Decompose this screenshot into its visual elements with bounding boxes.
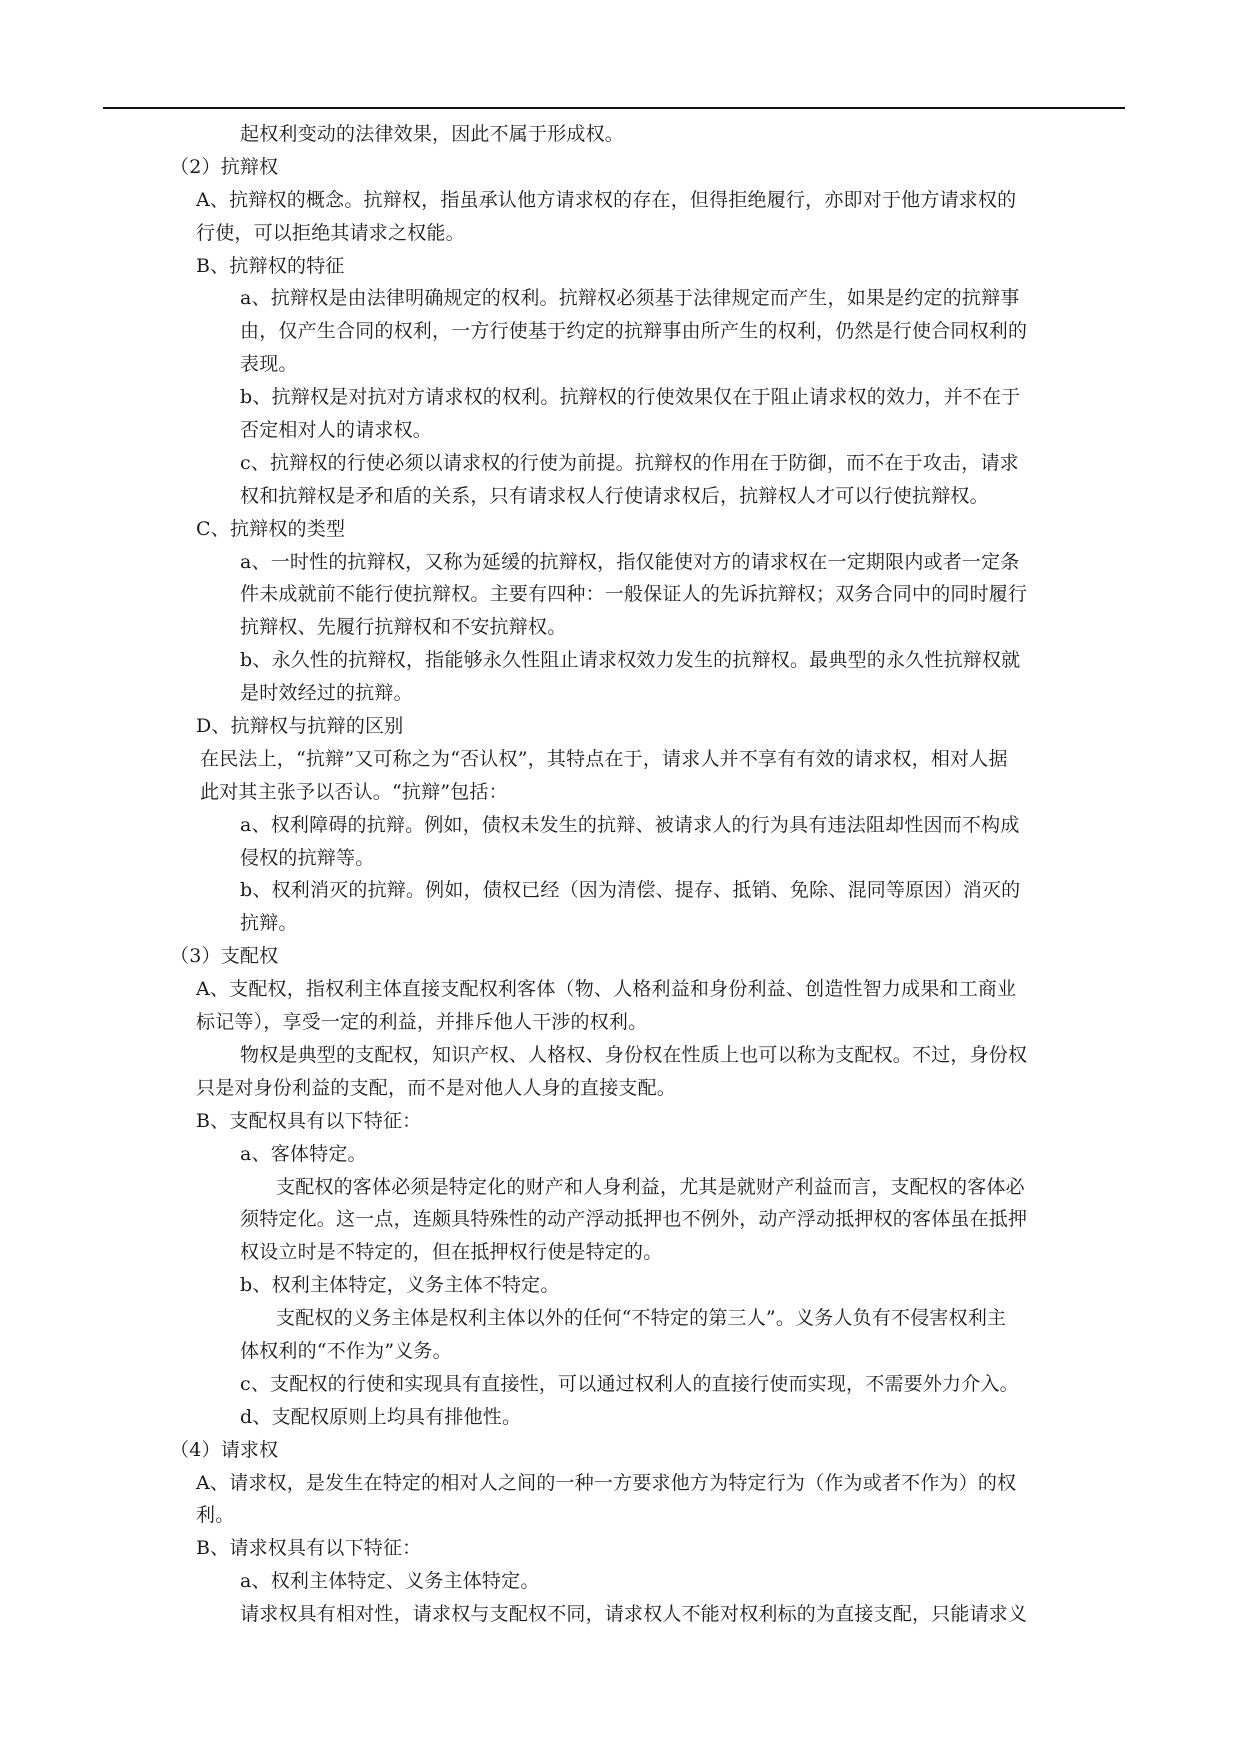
text-line: 表现。 bbox=[240, 353, 298, 376]
text-line: D、抗辩权与抗辩的区别 bbox=[196, 715, 404, 738]
text-line: c、支配权的行使和实现具有直接性，可以通过权利人的直接行使而实现，不需要外力介入。 bbox=[240, 1372, 1019, 1395]
text-line: 权设立时是不特定的，但在抵押权行使是特定的。 bbox=[240, 1241, 663, 1264]
text-line: 物权是典型的支配权，知识产权、人格权、身份权在性质上也可以称为支配权。不过，身份权 bbox=[240, 1043, 1028, 1066]
text-line: a、抗辩权是由法律明确规定的权利。抗辩权必须基于法律规定而产生，如果是约定的抗辩事 bbox=[240, 287, 1020, 310]
text-line: 权和抗辩权是矛和盾的关系，只有请求权人行使请求权后，抗辩权人才可以行使抗辩权。 bbox=[240, 484, 989, 507]
text-line: 支配权的客体必须是特定化的财产和人身利益，尤其是就财产利益而言，支配权的客体必 bbox=[276, 1175, 1025, 1198]
text-line: 否定相对人的请求权。 bbox=[240, 419, 433, 442]
text-line: a、客体特定。 bbox=[240, 1142, 367, 1165]
text-line: b、权利主体特定，义务主体不特定。 bbox=[240, 1274, 560, 1297]
text-line: 支配权的义务主体是权利主体以外的任何“不特定的第三人”。义务人负有不侵害权利主 bbox=[276, 1307, 1007, 1330]
text-line: 体权利的“不作为”义务。 bbox=[240, 1339, 452, 1362]
text-line: a、权利主体特定、义务主体特定。 bbox=[240, 1570, 540, 1593]
text-line: A、请求权，是发生在特定的相对人之间的一种一方要求他方为特定行为（作为或者不作为）的权 bbox=[196, 1471, 1017, 1494]
text-line: 利。 bbox=[196, 1504, 235, 1527]
text-line: 是时效经过的抗辩。 bbox=[240, 682, 413, 705]
text-line: C、抗辩权的类型 bbox=[196, 517, 346, 540]
text-line: c、抗辩权的行使必须以请求权的行使为前提。抗辩权的作用在于防御，而不在于攻击，请求 bbox=[240, 451, 1019, 474]
text-line: B、请求权具有以下特征： bbox=[196, 1537, 422, 1560]
text-line: 由，仅产生合同的权利，一方行使基于约定的抗辩事由所产生的权利，仍然是行使合同权利的 bbox=[240, 320, 1028, 343]
text-line: a、权利障碍的抗辩。例如，债权未发生的抗辩、被请求人的行为具有违法阻却性因而不构成 bbox=[240, 813, 1020, 836]
text-line: （3）支配权 bbox=[170, 945, 279, 968]
text-line: B、抗辩权的特征 bbox=[196, 254, 345, 277]
text-line: 此对其主张予以否认。“抗辩”包括： bbox=[200, 780, 508, 803]
text-line: 抗辩。 bbox=[240, 912, 298, 935]
text-line: b、永久性的抗辩权，指能够永久性阻止请求权效力发生的抗辩权。最典型的永久性抗辩权就 bbox=[240, 649, 1021, 672]
text-line: A、支配权，指权利主体直接支配权利客体（物、人格利益和身份利益、创造性智力成果和工商业 bbox=[196, 978, 1017, 1001]
text-line: 起权利变动的法律效果，因此不属于形成权。 bbox=[240, 123, 625, 145]
header-rule bbox=[103, 107, 1125, 109]
text-line: 抗辩权、先履行抗辩权和不安抗辩权。 bbox=[240, 616, 567, 639]
text-line: 侵权的抗辩等。 bbox=[240, 846, 375, 869]
text-line: b、权利消灭的抗辩。例如，债权已经（因为清偿、提存、抵销、免除、混同等原因）消灭的 bbox=[240, 879, 1021, 902]
text-line: B、支配权具有以下特征： bbox=[196, 1109, 422, 1132]
text-line: A、抗辩权的概念。抗辩权，指虽承认他方请求权的存在，但得拒绝履行，亦即对于他方请求权的 bbox=[196, 188, 1017, 211]
text-line: 须特定化。这一点，连颇具特殊性的动产浮动抵押也不例外，动产浮动抵押权的客体虽在抵押 bbox=[240, 1208, 1028, 1231]
text-line: （4）请求权 bbox=[170, 1438, 279, 1461]
text-line: 件未成就前不能行使抗辩权。主要有四种：一般保证人的先诉抗辩权；双务合同中的同时履行 bbox=[240, 583, 1028, 606]
text-line: a、一时性的抗辩权，又称为延缓的抗辩权，指仅能使对方的请求权在一定期限内或者一定条 bbox=[240, 550, 1020, 573]
text-line: 请求权具有相对性，请求权与支配权不同，请求权人不能对权利标的为直接支配，只能请求义 bbox=[240, 1603, 1028, 1626]
text-line: b、抗辩权是对抗对方请求权的权利。抗辩权的行使效果仅在于阻止请求权的效力，并不在于 bbox=[240, 386, 1021, 409]
text-line: 行使，可以拒绝其请求之权能。 bbox=[196, 221, 465, 244]
text-line: 只是对身份利益的支配，而不是对他人人身的直接支配。 bbox=[196, 1076, 677, 1099]
text-line: （2）抗辩权 bbox=[170, 155, 279, 178]
text-line: 在民法上，“抗辩”又可称之为“否认权”，其特点在于，请求人并不享有有效的请求权，相对人据 bbox=[200, 747, 1008, 770]
text-line: 标记等），享受一定的利益，并排斥他人干涉的权利。 bbox=[196, 1011, 648, 1034]
body-text bbox=[0, 118, 1240, 1631]
text-line: d、支配权原则上均具有排他性。 bbox=[240, 1405, 522, 1428]
